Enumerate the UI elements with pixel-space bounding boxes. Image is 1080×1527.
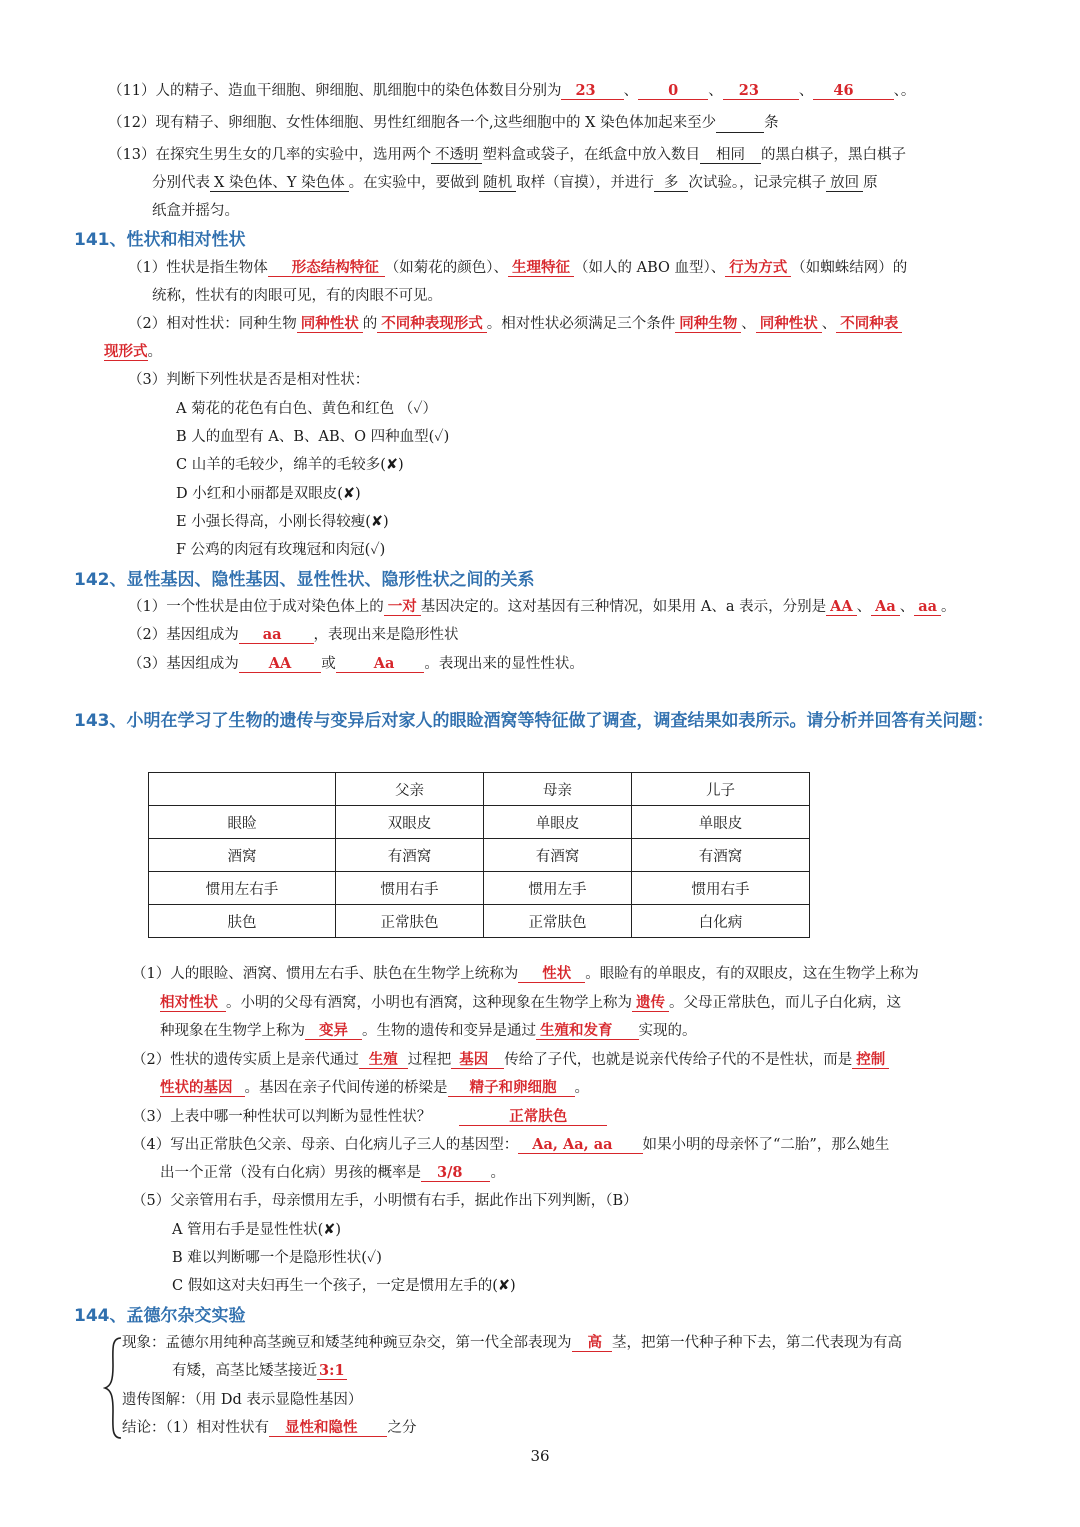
table-cell: 儿子 (632, 773, 810, 806)
q4-line-b: 出一个正常（没有白化病）男孩的概率是 3/8 。 (160, 1164, 505, 1181)
option-141-e: E 小强长得高，小刚长得较瘦(✘) (176, 514, 389, 530)
heading-141: 141、性状和相对性状 (74, 230, 246, 250)
table-row (149, 806, 810, 839)
table-cell: 肤色 (149, 905, 336, 938)
q5-line: （5）父亲管用右手，母亲惯用左手，小明惯有右手，据此作出下列判断，（B） (132, 1193, 638, 1209)
line-13c: 纸盒并摇匀。 (152, 203, 239, 219)
table-cell: 双眼皮 (336, 806, 484, 839)
table-cell (149, 773, 336, 806)
table-cell: 有酒窝 (632, 839, 810, 872)
mendel-line-2: 有矮，高茎比矮茎接近 3:1 (172, 1362, 345, 1379)
heading-144: 144、孟德尔杂交实验 (74, 1306, 246, 1326)
option-141-c: C 山羊的毛较少，绵羊的毛较多(✘) (176, 457, 404, 473)
option-141-b: B 人的血型有 A、B、AB、O 四种血型(✓) (176, 429, 450, 445)
table-cell: 惯用左右手 (149, 872, 336, 905)
q4-line-a: （4）写出正常肤色父亲、母亲、白化病儿子三人的基因型： Aa, Aa, aa 如果小明的母亲怀了“二胎”，那么她生 (132, 1136, 890, 1153)
q1-line-b: 相对性状 。小明的父母有酒窝，小明也有酒窝，这种现象在生物学上称为 遗传 。父母正常肤色，而儿子白化病，这 (160, 994, 901, 1011)
line-11: （11）人的精子、造血干细胞、卵细胞、肌细胞中的染色体数目分别为 23 、 0 、 23 、 46 、。 (108, 82, 916, 99)
option-143-b: B 难以判断哪一个是隐形性状(✓) (172, 1250, 382, 1266)
table-cell: 单眼皮 (484, 806, 632, 839)
line-142-1: （1）一个性状是由位于成对染色体上的 一对 基因决定的。这对基因有三种情况，如果用 A、a 表示，分别是 AA 、 Aa 、 aa 。 (128, 598, 956, 615)
line-141-1b: 统称，性状有的肉眼可见，有的肉眼不可见。 (152, 288, 442, 304)
option-143-a: A 管用右手是显性性状(✘) (172, 1222, 342, 1238)
q2-line-a: （2）性状的遗传实质上是亲代通过 生殖 过程把 基因 传给了子代，也就是说亲代传给子代的不是性状，而是 控制 (132, 1050, 889, 1070)
table-header-row (149, 773, 810, 806)
q1-line-a: （1）人的眼睑、酒窝、惯用左右手、肤色在生物学上统称为 性状 。眼睑有的单眼皮，有的双眼皮，这在生物学上称为 (132, 965, 919, 982)
table-cell: 眼睑 (149, 806, 336, 839)
q3-line: （3）上表中哪一种性状可以判断为显性性状？ 正常肤色 (132, 1107, 607, 1127)
line-142-2: （2）基因组成为 aa ，表现出来是隐形性状 (128, 626, 459, 643)
table-cell: 惯用右手 (632, 872, 810, 905)
line-141-2b: 现形式。 (104, 343, 162, 360)
table-row (149, 872, 810, 905)
q1-line-c: 种现象在生物学上称为 变异 。生物的遗传和变异是通过 生殖和发育 实现的。 (160, 1022, 697, 1039)
q2-line-b: 性状的基因 。基因在亲子代间传递的桥梁是 精子和卵细胞 。 (160, 1079, 589, 1096)
table-cell: 正常肤色 (336, 905, 484, 938)
table-cell: 有酒窝 (336, 839, 484, 872)
line-141-2a: （2）相对性状：同种生物 同种性状 的 不同种表现形式 。相对性状必须满足三个条件 同种生物 、 同种性状 、 不同种表 (128, 314, 902, 334)
line-12: （12）现有精子、卵细胞、女性体细胞、男性红细胞各一个,这些细胞中的 X 染色体加起来至少 条 (108, 115, 779, 131)
table-cell: 单眼皮 (632, 806, 810, 839)
table-row (149, 905, 810, 938)
option-141-d: D 小红和小丽都是双眼皮(✘) (176, 486, 361, 502)
blank (716, 114, 764, 133)
option-141-a: A 菊花的花色有白色、黄色和红色 （✓） (176, 401, 438, 417)
line-142-3: （3）基因组成为 AA 或 Aa 。表现出来的显性性状。 (128, 655, 584, 672)
table-cell: 白化病 (632, 905, 810, 938)
table-cell: 惯用左手 (484, 872, 632, 905)
table-cell: 有酒窝 (484, 839, 632, 872)
table-cell: 酒窝 (149, 839, 336, 872)
line-13b: 分别代表 X 染色体、Y 染色体 。在实验中，要做到 随机 取样（盲摸），并进行 多 次试验。，记录完棋子 放回 原 (152, 175, 878, 191)
line-141-1a: （1）性状是指生物体 形态结构特征 （如菊花的颜色）、 生理特征 （如人的 ABO 血型）、 行为方式 （如蜘蛛结网）的 (128, 259, 908, 276)
heading-142: 142、显性基因、隐性基因、显性性状、隐形性状之间的关系 (74, 570, 535, 590)
table-cell: 母亲 (484, 773, 632, 806)
mendel-line-1: 现象：孟德尔用纯种高茎豌豆和矮茎纯种豌豆杂交，第一代全部表现为 高 茎，把第一代种子种下去，第二代表现为有高 (122, 1334, 902, 1351)
heading-143: 143、小明在学习了生物的遗传与变异后对家人的眼睑酒窝等特征做了调查，调查结果如表所示。请分析并回答有关问题： (74, 711, 994, 731)
page-number: 36 (530, 1447, 550, 1465)
table-cell: 正常肤色 (484, 905, 632, 938)
table-row (149, 839, 810, 872)
survey-table (148, 772, 810, 938)
option-141-f: F 公鸡的肉冠有玫瑰冠和肉冠(✓) (176, 542, 386, 558)
curly-brace-icon (103, 1336, 123, 1440)
option-143-c: C 假如这对夫妇再生一个孩子，一定是惯用左手的(✘) (172, 1278, 516, 1294)
mendel-line-3: 遗传图解：（用 Dd 表示显隐性基因） (122, 1392, 363, 1408)
mendel-line-4: 结论：（1）相对性状有 显性和隐性 之分 (122, 1419, 417, 1436)
table-cell: 惯用右手 (336, 872, 484, 905)
line-13a: （13）在探究生男生女的几率的实验中，选用两个 不透明 塑料盒或袋子，在纸盒中放入数目 相同 的黑白棋子，黑白棋子 (108, 147, 906, 163)
line-141-3: （3）判断下列性状是否是相对性状： (128, 372, 370, 388)
table-cell: 父亲 (336, 773, 484, 806)
